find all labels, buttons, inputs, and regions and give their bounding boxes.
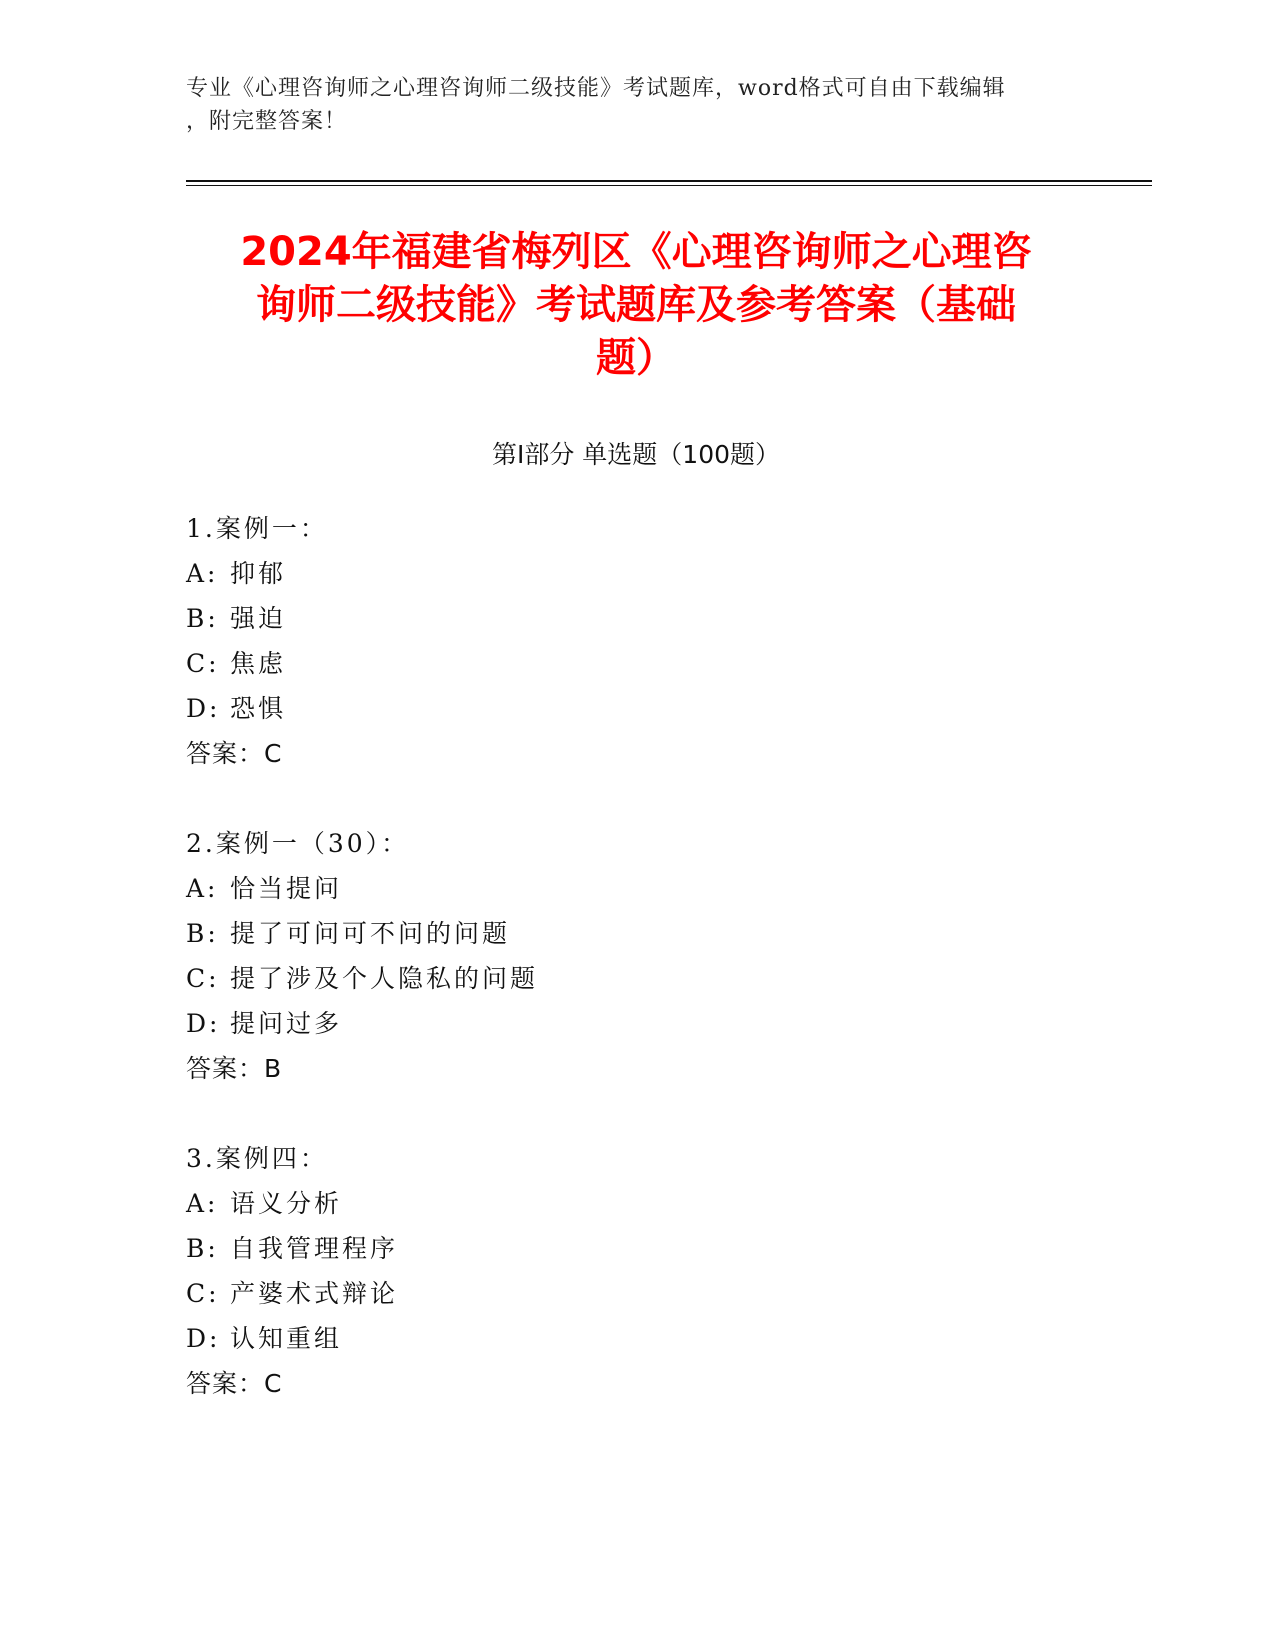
option-d: [186, 1001, 1086, 1046]
option-letter: A:: [186, 874, 219, 903]
header-rule-thick: [186, 180, 1152, 182]
option-letter: B:: [186, 604, 219, 633]
document-title-line-3: 题）: [596, 335, 676, 381]
option-letter: B:: [186, 919, 219, 948]
option-letter: A:: [186, 559, 219, 588]
document-title-line-2: 询师二级技能》考试题库及参考答案（基础: [256, 282, 1016, 328]
option-letter: C:: [186, 964, 220, 993]
option-a: [186, 1181, 1086, 1226]
option-b: [186, 911, 1086, 956]
option-letter: D:: [186, 1009, 221, 1038]
header-note-line-1: 专业《心理咨询师之心理咨询师二级技能》考试题库，word格式可自由下载编辑: [186, 76, 1006, 101]
option-text: 自我管理程序: [230, 1234, 399, 1263]
question-stem: 1.案例一：: [186, 514, 328, 543]
option-text: 恐惧: [230, 694, 287, 723]
option-letter: C:: [186, 649, 220, 678]
option-text: 强迫: [230, 604, 287, 633]
question-stem: 3.案例四：: [186, 1144, 328, 1173]
option-c: [186, 641, 1086, 686]
option-b: [186, 1226, 1086, 1271]
document-title: [186, 226, 1086, 385]
option-d: [186, 686, 1086, 731]
header-note: [186, 72, 1066, 138]
option-letter: D:: [186, 1324, 221, 1353]
option-c: [186, 1271, 1086, 1316]
document-title-line-1: 2024年福建省梅列区《心理咨询师之心理咨: [240, 229, 1032, 275]
option-text: 产婆术式辩论: [230, 1279, 399, 1308]
option-letter: B:: [186, 1234, 219, 1263]
answer-line: 答案：B: [186, 1054, 283, 1083]
option-text: 提了涉及个人隐私的问题: [230, 964, 539, 993]
option-a: [186, 551, 1086, 596]
option-c: [186, 956, 1086, 1001]
option-text: 提了可问可不问的问题: [230, 919, 511, 948]
option-text: 焦虑: [230, 649, 287, 678]
option-d: [186, 1316, 1086, 1361]
header-note-line-2: ，附完整答案！: [186, 109, 348, 134]
question-1: [186, 506, 1086, 776]
option-text: 抑郁: [230, 559, 287, 588]
answer-line: 答案：C: [186, 739, 283, 768]
option-text: 提问过多: [230, 1009, 343, 1038]
option-b: [186, 596, 1086, 641]
option-letter: C:: [186, 1279, 220, 1308]
option-a: [186, 866, 1086, 911]
section-title: 第Ⅰ部分 单选题（100题）: [491, 440, 781, 469]
question-2: [186, 821, 1086, 1091]
header-rule-thin: [186, 185, 1152, 186]
option-text: 语义分析: [230, 1189, 343, 1218]
question-stem: 2.案例一（30）：: [186, 829, 410, 858]
option-text: 恰当提问: [230, 874, 343, 903]
answer-line: 答案：C: [186, 1369, 283, 1398]
option-text: 认知重组: [230, 1324, 343, 1353]
option-letter: D:: [186, 694, 221, 723]
question-3: [186, 1136, 1086, 1406]
option-letter: A:: [186, 1189, 219, 1218]
